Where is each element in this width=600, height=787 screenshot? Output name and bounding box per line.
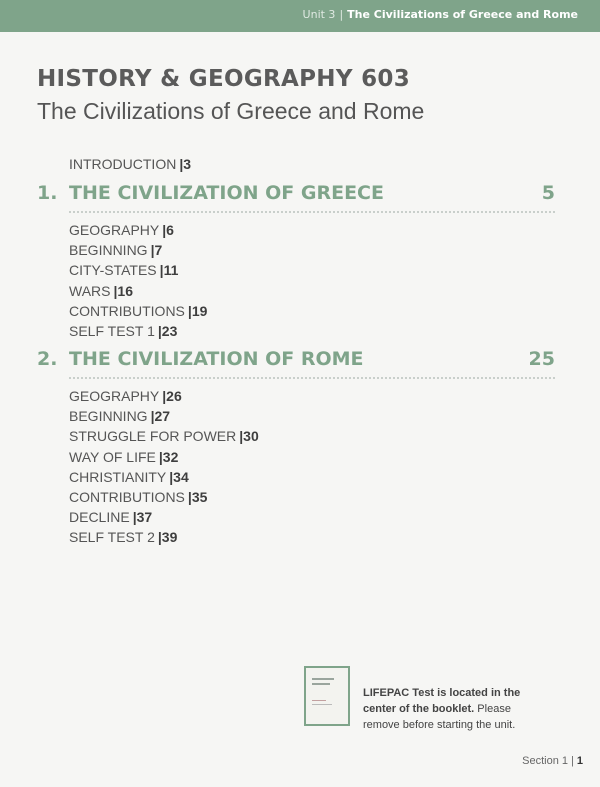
toc-item-label: GEOGRAPHY: [69, 388, 160, 404]
section-title: THE CIVILIZATION OF GREECE: [69, 182, 384, 204]
toc-item-page: 11: [163, 262, 179, 279]
toc-item-label: CONTRIBUTIONS: [69, 488, 185, 505]
toc-bar: |: [150, 242, 155, 259]
header-title: The Civilizations of Greece and Rome: [347, 8, 578, 21]
toc-bar: |: [239, 428, 244, 445]
toc-item-page: 34: [173, 468, 189, 485]
toc-item-label: DECLINE: [69, 509, 130, 526]
toc-item-page: 30: [243, 428, 259, 445]
toc-item-page: 26: [166, 388, 182, 404]
toc-item-label: WAY OF LIFE: [69, 448, 156, 465]
course-subtitle: The Civilizations of Greece and Rome: [37, 98, 425, 124]
section-heading-2[interactable]: [37, 348, 555, 376]
toc-item[interactable]: [69, 321, 207, 341]
toc-item-page: 27: [154, 408, 171, 425]
toc-item-label: INTRODUCTION: [69, 156, 177, 172]
booklet-line: [312, 678, 334, 680]
section-page: 5: [541, 182, 555, 204]
booklet-line: [312, 683, 330, 685]
toc-item[interactable]: [69, 467, 259, 487]
toc-bar: |: [159, 262, 164, 279]
header-unit: Unit 3: [302, 8, 336, 21]
toc-bar: |: [187, 302, 192, 319]
section-title: THE CIVILIZATION OF ROME: [69, 348, 364, 370]
toc-item-page: 16: [117, 282, 133, 299]
toc-item[interactable]: [69, 527, 259, 547]
section-divider: [69, 211, 555, 213]
toc-item-page: 37: [136, 509, 153, 526]
toc-item[interactable]: [69, 301, 207, 321]
section-divider: [69, 377, 555, 379]
section-page: 25: [528, 348, 555, 370]
toc-item-label: CONTRIBUTIONS: [69, 302, 185, 319]
section-number: 2.: [37, 348, 58, 370]
footer-separator: |: [571, 755, 574, 767]
toc-item[interactable]: [69, 507, 259, 527]
toc-bar: |: [169, 468, 174, 485]
toc-item-page: 23: [161, 322, 178, 339]
toc-item-label: BEGINNING: [69, 242, 148, 259]
toc-item-page: 6: [166, 222, 174, 238]
toc-item[interactable]: [69, 220, 207, 240]
toc-item-page: 32: [162, 448, 179, 465]
section-heading-1[interactable]: [37, 182, 555, 210]
toc-bar: |: [162, 222, 167, 238]
toc-item-page: 35: [191, 488, 208, 505]
lifepac-note: [363, 685, 543, 733]
toc-item-label: SELF TEST 2: [69, 529, 155, 546]
footer: [522, 755, 583, 767]
toc-item-label: STRUGGLE FOR POWER: [69, 428, 237, 445]
section-2-items: [69, 386, 259, 548]
booklet-line: [312, 704, 332, 705]
section-number: 1.: [37, 182, 58, 204]
toc-bar: |: [132, 509, 137, 526]
toc-item-label: BEGINNING: [69, 408, 148, 425]
toc-bar: |: [162, 388, 167, 404]
toc-bar: |: [113, 282, 118, 299]
toc-item-page: 39: [161, 529, 178, 546]
toc-item[interactable]: [69, 240, 207, 260]
note-normal: Please remove before starting the unit.: [363, 703, 516, 731]
footer-section: Section 1: [522, 755, 569, 767]
toc-item[interactable]: [69, 260, 207, 280]
toc-item[interactable]: [69, 406, 259, 426]
header-separator: |: [339, 8, 344, 21]
toc-bar: |: [157, 322, 162, 339]
note-bold: LIFEPAC Test is located in the center of the booklet.: [363, 687, 521, 715]
toc-item-page: 19: [191, 302, 208, 319]
toc-item[interactable]: [69, 281, 207, 301]
toc-item-label: GEOGRAPHY: [69, 222, 160, 238]
booklet-line: [312, 700, 326, 701]
toc-bar: |: [187, 488, 192, 505]
header-text: [303, 8, 578, 21]
toc-item-label: SELF TEST 1: [69, 322, 155, 339]
toc-item-label: CITY-STATES: [69, 262, 157, 279]
toc-bar: |: [150, 408, 155, 425]
toc-item-label: CHRISTIANITY: [69, 468, 167, 485]
toc-item[interactable]: [69, 487, 259, 507]
toc-item[interactable]: [69, 447, 259, 467]
toc-bar: |: [157, 529, 162, 546]
toc-item-page: 7: [154, 242, 163, 259]
toc-bar: |: [179, 156, 184, 172]
footer-page-number: 1: [576, 755, 583, 767]
toc-item-page: 3: [183, 156, 192, 172]
toc-item[interactable]: [69, 386, 259, 406]
section-1-items: [69, 220, 207, 341]
header-band: [0, 0, 600, 32]
toc-item-label: WARS: [69, 282, 111, 299]
toc-introduction[interactable]: [69, 156, 191, 172]
toc-bar: |: [158, 448, 163, 465]
toc-item[interactable]: [69, 426, 259, 446]
lifepac-booklet-icon: [304, 666, 350, 726]
course-title: HISTORY & GEOGRAPHY 603: [37, 66, 411, 92]
